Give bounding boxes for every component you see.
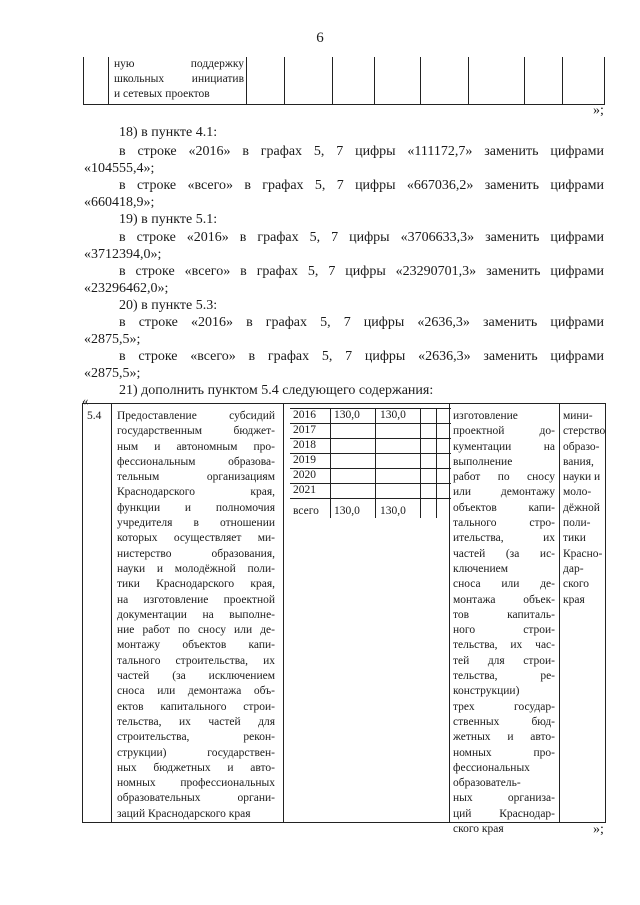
text-line: функции и полномочия [117, 501, 275, 514]
text-line: тей для строи- [453, 654, 555, 667]
finance-row [290, 469, 451, 484]
text-line: тельства, их частей для [117, 715, 275, 728]
financing-subtable [290, 408, 451, 518]
text-line: ций Краснодар- [453, 807, 555, 820]
text-line: ственных бюд- [453, 715, 555, 728]
table-cell-text [114, 57, 244, 102]
text-line: ского края [453, 823, 504, 836]
closing-quote: »; [593, 103, 604, 118]
text-line: жетных и авто- [453, 731, 555, 744]
item-20: 20) в пункте 5.3: [119, 298, 218, 313]
text-line: работ по сносу [453, 471, 555, 484]
previous-table-fragment [83, 57, 605, 105]
text-line: сноса или де- [453, 578, 555, 591]
text-line: ключением [453, 562, 509, 575]
row-number: 5.4 [87, 410, 102, 422]
text-line: вания, [563, 455, 594, 468]
text-line: образовательных органи- [117, 792, 275, 805]
item-19-line: «3712394,0»; [84, 247, 162, 262]
text-line: ных организа- [453, 792, 555, 805]
finance-row [290, 454, 451, 469]
table-divider [559, 404, 560, 822]
finance-year: всего [293, 505, 319, 517]
finance-year: 2016 [293, 409, 316, 421]
text-line: образо- [563, 440, 600, 453]
text-line: номных про- [453, 746, 555, 759]
text-line: мини- [563, 410, 593, 422]
text-line: заций Краснодарского края [117, 807, 251, 820]
cell-line: и сетевых проектов [114, 88, 210, 100]
table-divider [283, 404, 284, 822]
item-20-line: «2875,5»; [84, 366, 141, 381]
text-line: учредителя в отношении [117, 517, 275, 530]
item-19-line: в строке «2016» в графах 5, 7 цифры «3706633,3» заменить цифрами [119, 230, 604, 245]
text-line: ного строи- [453, 624, 555, 637]
text-line: ние работ по сносу или де- [117, 624, 275, 637]
finance-year: 2019 [293, 454, 316, 466]
text-line: строительства, рекон- [117, 731, 275, 744]
finance-row [290, 439, 451, 454]
item-18-line: в строке «2016» в графах 5, 7 цифры «111172,7» заменить цифрами [119, 144, 604, 159]
text-line: изготовление [453, 410, 518, 422]
text-line: стерство [563, 425, 606, 438]
table-divider [246, 57, 247, 104]
text-line: ительства, их [453, 532, 555, 545]
text-line: ского [563, 578, 590, 591]
finance-year: 2018 [293, 439, 316, 451]
text-line: струкции) государствен- [117, 746, 275, 759]
item-19-line: «23296462,0»; [84, 281, 169, 296]
opening-quote: « [82, 393, 89, 408]
finance-year: 2017 [293, 424, 316, 436]
text-line: тельства, ре- [453, 670, 555, 683]
item-21: 21) дополнить пунктом 5.4 следующего содержания: [119, 383, 434, 398]
text-line: частей (за ис- [453, 547, 555, 560]
text-line: объектов капи- [453, 501, 555, 514]
item-18-line: «660418,9»; [84, 195, 155, 210]
finance-year: 2021 [293, 484, 316, 496]
text-line: сноса или демонтажа объ- [117, 685, 275, 698]
text-line: дёжной [563, 501, 600, 514]
finance-total: 130,0 [334, 505, 360, 517]
text-line: документации на выполне- [117, 608, 275, 621]
text-line: Красно- [563, 547, 603, 560]
text-line: номных профессиональных [117, 777, 275, 790]
item-19-line: в строке «всего» в графах 5, 7 цифры «23290701,3» заменить цифрами [119, 264, 604, 279]
table-divider [524, 57, 525, 104]
text-line: трех государ- [453, 700, 555, 713]
finance-row [290, 424, 451, 439]
text-line: ектов капитального строи- [117, 700, 275, 713]
text-line: Предоставление субсидий [117, 410, 275, 422]
text-line: дар- [563, 562, 584, 575]
item-19: 19) в пункте 5.1: [119, 212, 218, 227]
text-line: тики [563, 532, 586, 545]
cell-line: школьных инициатив [114, 73, 244, 85]
text-line: или демонтажу [453, 486, 555, 499]
text-line: поли- [563, 517, 591, 530]
cell-line: ную поддержку [114, 58, 244, 70]
item-20-line: в строке «всего» в графах 5, 7 цифры «2636,3» заменить цифрами [119, 349, 604, 364]
text-line: фессиональным образова- [117, 455, 275, 468]
table-divider [108, 57, 109, 104]
text-line: государственным бюджет- [117, 425, 275, 438]
closing-quote-bottom: »; [593, 822, 604, 837]
text-line: тельным организациям [117, 471, 275, 484]
item-20-line: «2875,5»; [84, 332, 141, 347]
table-divider [111, 404, 112, 822]
text-line: образователь- [453, 777, 521, 790]
text-line: конструкции) [453, 685, 520, 698]
text-line: края [563, 593, 585, 606]
text-line: тики Краснодарского края, [117, 578, 275, 591]
text-line: частей (за исключением [117, 670, 275, 683]
text-line: выполнение [453, 455, 513, 468]
finance-row [290, 484, 451, 499]
measure-description [117, 409, 275, 822]
finance-total: 130,0 [334, 409, 360, 421]
text-line: тельства, их час- [453, 639, 555, 652]
table-divider [468, 57, 469, 104]
text-line: Краснодарского края, [117, 486, 275, 499]
text-line: тального стро- [453, 517, 555, 530]
text-line: кументации на [453, 440, 555, 453]
page-number: 6 [316, 30, 324, 46]
table-divider [284, 57, 285, 104]
table-divider [420, 57, 421, 104]
text-line: монтажу объектов капи- [117, 639, 275, 652]
text-line: которых осуществляет ми- [117, 532, 275, 545]
finance-row [290, 505, 451, 520]
program-table-row-5-4 [82, 403, 606, 836]
finance-year: 2020 [293, 469, 316, 481]
item-18: 18) в пункте 4.1: [119, 125, 218, 140]
table-divider [374, 57, 375, 104]
expected-result [453, 409, 555, 837]
table-divider [562, 57, 563, 104]
text-line: науки и [563, 471, 601, 484]
table-divider [332, 57, 333, 104]
text-line: ных бюджетных и авто- [117, 761, 275, 774]
text-line: ным и автономным про- [117, 440, 275, 453]
responsible-executor [563, 409, 606, 608]
text-line: моло- [563, 486, 592, 499]
text-line: науки и молодёжной поли- [117, 562, 275, 575]
item-20-line: в строке «2016» в графах 5, 7 цифры «2636,3» заменить цифрами [119, 315, 604, 330]
item-18-line: в строке «всего» в графах 5, 7 цифры «667036,2» заменить цифрами [119, 178, 604, 193]
text-line: тального строительства, их [117, 654, 275, 667]
item-18-line: «104555,4»; [84, 161, 155, 176]
text-line: проектной до- [453, 425, 555, 438]
text-line: фессиональных [453, 761, 530, 774]
finance-row [290, 409, 451, 424]
text-line: на изготовление проектной [117, 593, 275, 606]
text-line: монтажа объек- [453, 593, 555, 606]
text-line: нистерство образования, [117, 547, 275, 560]
text-line: тов капиталь- [453, 608, 555, 621]
finance-regional: 130,0 [380, 505, 406, 517]
finance-regional: 130,0 [380, 409, 406, 421]
